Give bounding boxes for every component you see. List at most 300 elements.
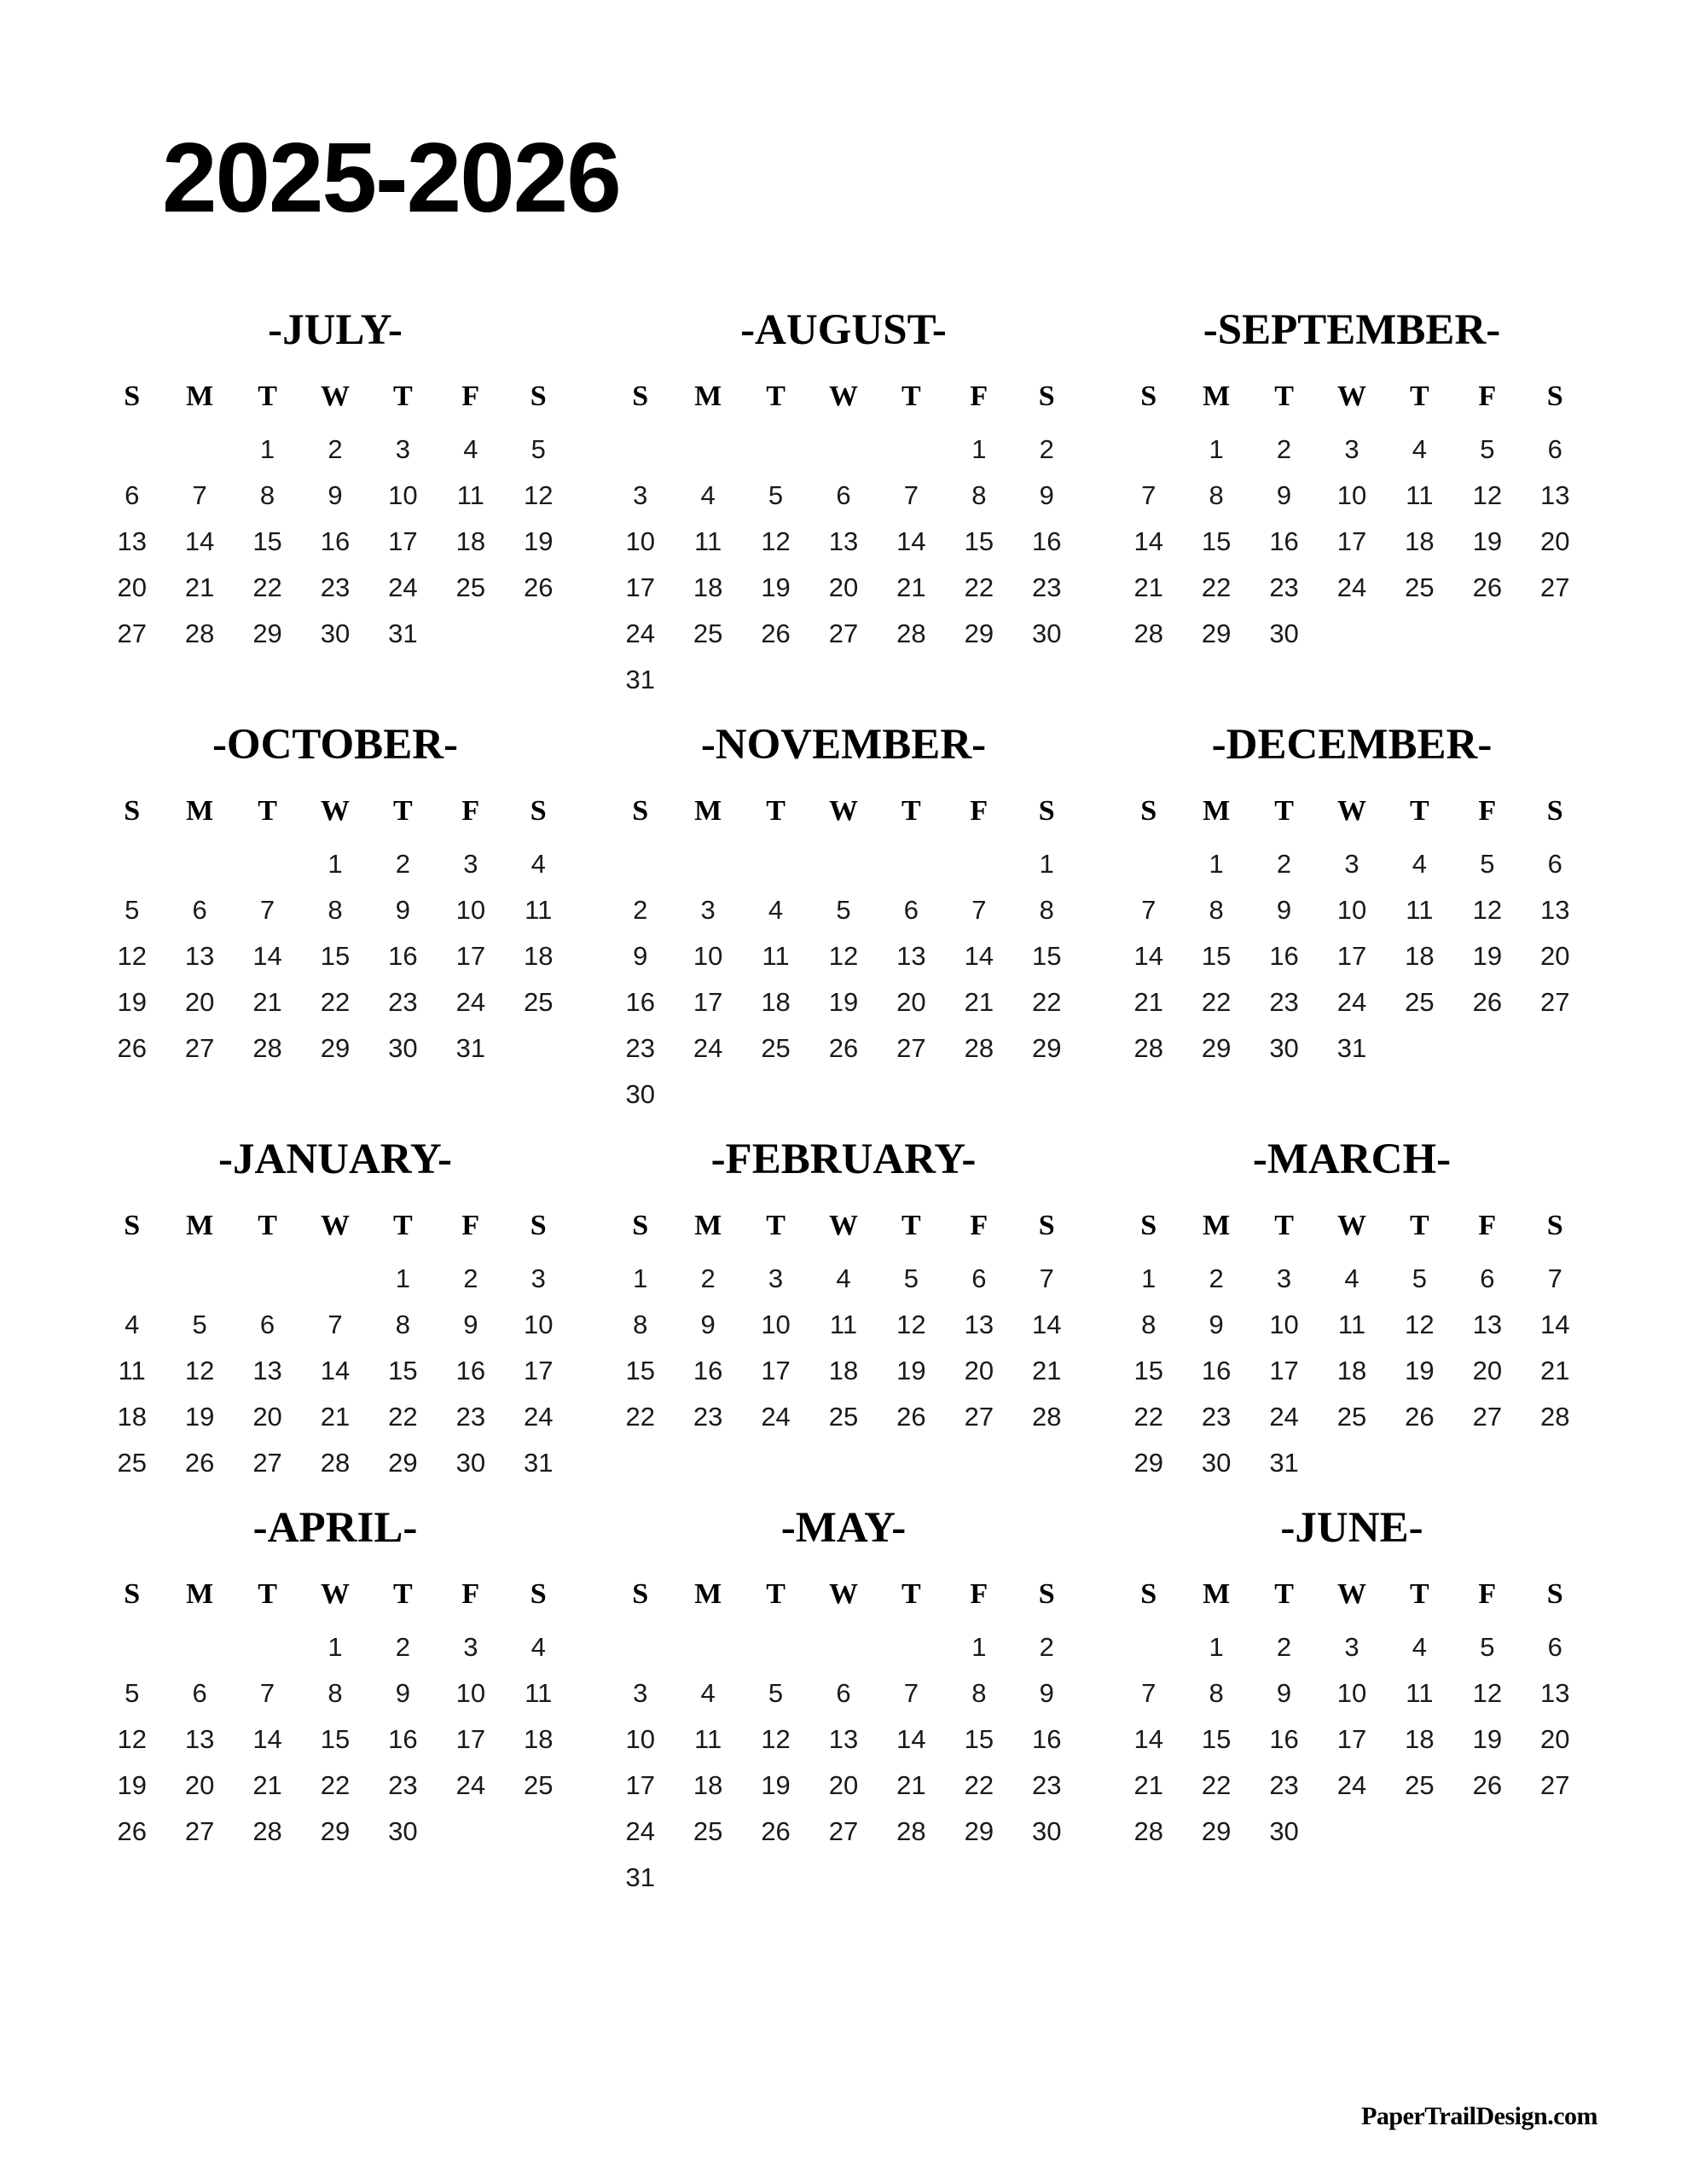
day-cell: 20 xyxy=(252,1402,282,1432)
weekday-header: S xyxy=(124,1578,141,1610)
day-cell: 5 xyxy=(1412,1263,1428,1293)
weekday-header: M xyxy=(1203,1210,1231,1241)
month-table xyxy=(98,1210,572,1486)
week-row xyxy=(98,1302,572,1348)
day-cell: 21 xyxy=(896,1770,926,1800)
day-cell: 19 xyxy=(117,1770,147,1800)
day-cell xyxy=(437,611,504,657)
day-cell: 5 xyxy=(1480,434,1495,464)
day-cell: 21 xyxy=(1133,987,1163,1017)
day-cell: 28 xyxy=(896,619,926,648)
weekday-header: W xyxy=(1336,380,1366,412)
day-cell: 6 xyxy=(192,895,207,925)
day-cell: 24 xyxy=(693,1033,723,1063)
day-cell: 17 xyxy=(761,1356,791,1385)
day-cell: 3 xyxy=(395,434,411,464)
day-cell: 15 xyxy=(625,1356,655,1385)
day-cell: 31 xyxy=(388,619,418,648)
day-cell xyxy=(742,1624,809,1670)
day-cell: 6 xyxy=(192,1678,207,1708)
day-cell xyxy=(878,841,945,887)
day-cell: 30 xyxy=(625,1079,655,1109)
week-row xyxy=(1115,1440,1589,1486)
day-cell xyxy=(742,657,809,703)
day-cell: 20 xyxy=(184,987,215,1017)
day-cell: 2 xyxy=(700,1263,716,1293)
weekday-header-row xyxy=(606,795,1081,841)
month-table xyxy=(1115,1210,1589,1486)
weekday-header-row xyxy=(606,1578,1081,1624)
week-row xyxy=(1115,1256,1589,1302)
day-cell: 12 xyxy=(117,1724,147,1754)
day-cell: 23 xyxy=(388,1770,418,1800)
week-row xyxy=(1115,841,1589,887)
day-cell: 23 xyxy=(1032,572,1062,602)
day-cell: 20 xyxy=(1540,1724,1570,1754)
day-cell: 14 xyxy=(1133,526,1163,556)
day-cell: 22 xyxy=(320,1770,351,1800)
day-cell: 25 xyxy=(455,572,486,602)
week-row xyxy=(606,1670,1081,1716)
day-cell: 12 xyxy=(1472,480,1503,510)
day-cell xyxy=(878,1624,945,1670)
weekday-header: S xyxy=(1140,795,1157,827)
day-cell: 30 xyxy=(1032,1816,1062,1846)
day-cell: 10 xyxy=(455,895,486,925)
day-cell xyxy=(1453,1809,1521,1855)
weekday-header: W xyxy=(320,1578,350,1610)
day-cell: 2 xyxy=(1276,849,1292,879)
day-cell: 1 xyxy=(971,434,987,464)
day-cell: 1 xyxy=(328,1632,343,1662)
day-cell: 22 xyxy=(388,1402,418,1432)
day-cell: 17 xyxy=(693,987,723,1017)
day-cell: 28 xyxy=(184,619,215,648)
weekday-header: F xyxy=(1478,1210,1497,1241)
day-cell: 17 xyxy=(388,526,418,556)
day-cell: 23 xyxy=(1269,987,1299,1017)
weekday-header: W xyxy=(1336,1578,1366,1610)
day-cell: 25 xyxy=(1405,987,1435,1017)
day-cell xyxy=(606,841,674,887)
day-cell xyxy=(674,1072,741,1118)
month-block xyxy=(1098,1503,1606,1901)
day-cell xyxy=(98,1624,165,1670)
day-cell: 28 xyxy=(320,1448,351,1478)
day-cell: 6 xyxy=(125,480,140,510)
day-cell xyxy=(1453,1025,1521,1072)
day-cell: 1 xyxy=(259,434,275,464)
day-cell: 15 xyxy=(1201,1724,1232,1754)
day-cell: 12 xyxy=(524,480,554,510)
day-cell: 14 xyxy=(1032,1310,1062,1339)
day-cell xyxy=(809,1624,877,1670)
day-cell: 23 xyxy=(1269,572,1299,602)
day-cell: 21 xyxy=(1133,1770,1163,1800)
weekday-header: T xyxy=(258,1578,277,1610)
week-row xyxy=(98,611,572,657)
month-block xyxy=(589,305,1098,703)
day-cell: 16 xyxy=(1269,941,1299,971)
day-cell: 28 xyxy=(1133,619,1163,648)
weekday-header: M xyxy=(1203,1578,1231,1610)
day-cell: 30 xyxy=(320,619,351,648)
day-cell: 3 xyxy=(1344,434,1359,464)
day-cell: 4 xyxy=(125,1310,140,1339)
week-row xyxy=(606,979,1081,1025)
weekday-header: T xyxy=(1274,795,1294,827)
day-cell: 4 xyxy=(1412,1632,1428,1662)
weekday-header: F xyxy=(461,795,480,827)
day-cell: 11 xyxy=(762,941,790,971)
day-cell: 15 xyxy=(252,526,282,556)
day-cell: 16 xyxy=(455,1356,486,1385)
day-cell: 9 xyxy=(700,1310,716,1339)
day-cell: 16 xyxy=(693,1356,723,1385)
day-cell: 4 xyxy=(836,1263,851,1293)
day-cell: 3 xyxy=(1344,1632,1359,1662)
day-cell: 8 xyxy=(971,480,987,510)
day-cell: 5 xyxy=(530,434,546,464)
day-cell xyxy=(742,1072,809,1118)
month-name: -MAY- xyxy=(780,1504,907,1552)
day-cell: 12 xyxy=(1405,1310,1435,1339)
day-cell: 6 xyxy=(259,1310,275,1339)
day-cell xyxy=(809,841,877,887)
day-cell: 7 xyxy=(1141,895,1157,925)
week-row xyxy=(1115,1716,1589,1763)
month-table xyxy=(606,380,1081,703)
weekday-header: F xyxy=(970,795,988,827)
day-cell: 10 xyxy=(625,1724,655,1754)
weekday-header: S xyxy=(530,1578,547,1610)
day-cell: 28 xyxy=(1133,1033,1163,1063)
day-cell: 2 xyxy=(395,849,411,879)
day-cell: 8 xyxy=(259,480,275,510)
day-cell xyxy=(809,1855,877,1901)
day-cell: 20 xyxy=(1472,1356,1503,1385)
day-cell xyxy=(742,427,809,473)
day-cell xyxy=(945,1072,1012,1118)
day-cell: 15 xyxy=(320,941,351,971)
week-row xyxy=(1115,979,1589,1025)
day-cell xyxy=(1386,1025,1453,1072)
month-name: -APRIL- xyxy=(252,1504,418,1552)
day-cell: 5 xyxy=(768,1678,784,1708)
day-cell: 23 xyxy=(1269,1770,1299,1800)
day-cell: 19 xyxy=(1472,1724,1503,1754)
day-cell xyxy=(1522,611,1589,657)
day-cell: 9 xyxy=(1276,480,1292,510)
day-cell: 17 xyxy=(1336,1724,1367,1754)
day-cell: 25 xyxy=(828,1402,859,1432)
day-cell: 4 xyxy=(530,849,546,879)
weekday-header: T xyxy=(901,1578,921,1610)
day-cell: 5 xyxy=(125,895,140,925)
day-cell xyxy=(1386,1809,1453,1855)
week-row xyxy=(1115,519,1589,565)
day-cell: 27 xyxy=(117,619,147,648)
day-cell xyxy=(945,841,1012,887)
day-cell: 26 xyxy=(184,1448,215,1478)
day-cell: 15 xyxy=(1201,526,1232,556)
day-cell xyxy=(1115,841,1182,887)
footer-credit: PaperTrailDesign.com xyxy=(1361,2102,1597,2130)
day-cell xyxy=(1013,1072,1081,1118)
week-row xyxy=(98,1716,572,1763)
day-cell xyxy=(606,1624,674,1670)
day-cell: 28 xyxy=(896,1816,926,1846)
day-cell: 14 xyxy=(1540,1310,1570,1339)
day-cell: 27 xyxy=(1540,987,1570,1017)
day-cell: 8 xyxy=(1209,1678,1224,1708)
week-row xyxy=(1115,1394,1589,1440)
day-cell xyxy=(234,1256,301,1302)
day-cell: 27 xyxy=(1472,1402,1503,1432)
day-cell: 22 xyxy=(320,987,351,1017)
day-cell: 29 xyxy=(320,1033,351,1063)
day-cell: 11 xyxy=(694,526,722,556)
day-cell: 27 xyxy=(1540,572,1570,602)
day-cell: 31 xyxy=(455,1033,486,1063)
day-cell: 2 xyxy=(1039,434,1054,464)
weekday-header-row xyxy=(98,380,572,427)
day-cell: 31 xyxy=(625,665,655,694)
day-cell: 22 xyxy=(964,572,994,602)
day-cell xyxy=(809,427,877,473)
day-cell: 22 xyxy=(1201,572,1232,602)
day-cell: 28 xyxy=(252,1816,282,1846)
week-row xyxy=(98,1348,572,1394)
week-row xyxy=(98,473,572,519)
day-cell: 4 xyxy=(1412,434,1428,464)
day-cell: 27 xyxy=(828,1816,859,1846)
day-cell: 27 xyxy=(184,1816,215,1846)
weekday-header: W xyxy=(828,380,858,412)
day-cell: 9 xyxy=(395,895,411,925)
day-cell: 14 xyxy=(320,1356,351,1385)
day-cell: 10 xyxy=(693,941,723,971)
day-cell: 25 xyxy=(1405,572,1435,602)
week-row xyxy=(606,1763,1081,1809)
day-cell: 22 xyxy=(1032,987,1062,1017)
day-cell xyxy=(1013,657,1081,703)
month-name: -NOVEMBER- xyxy=(700,721,987,769)
weekday-header: W xyxy=(828,1578,858,1610)
weekday-header: S xyxy=(632,380,649,412)
weekday-header: S xyxy=(1546,1578,1563,1610)
week-row xyxy=(98,519,572,565)
week-row xyxy=(606,1855,1081,1901)
day-cell: 20 xyxy=(828,572,859,602)
day-cell xyxy=(606,427,674,473)
day-cell xyxy=(674,427,741,473)
day-cell: 22 xyxy=(1133,1402,1163,1432)
day-cell: 11 xyxy=(525,1678,553,1708)
month-table xyxy=(98,795,572,1072)
day-cell: 24 xyxy=(1336,987,1367,1017)
weekday-header: S xyxy=(1546,795,1563,827)
weekday-header: S xyxy=(1546,1210,1563,1241)
week-row xyxy=(1115,1624,1589,1670)
day-cell: 11 xyxy=(1337,1310,1366,1339)
weekday-header-row xyxy=(1115,1210,1589,1256)
day-cell: 13 xyxy=(252,1356,282,1385)
day-cell: 10 xyxy=(455,1678,486,1708)
month-name: -JANUARY- xyxy=(218,1136,452,1183)
day-cell: 9 xyxy=(633,941,648,971)
day-cell: 31 xyxy=(1336,1033,1367,1063)
day-cell: 26 xyxy=(117,1816,147,1846)
weekday-header: W xyxy=(1336,795,1366,827)
day-cell: 1 xyxy=(971,1632,987,1662)
day-cell: 11 xyxy=(829,1310,858,1339)
day-cell: 25 xyxy=(524,987,554,1017)
week-row xyxy=(606,1072,1081,1118)
month-block xyxy=(81,720,589,1118)
week-row xyxy=(1115,1348,1589,1394)
day-cell xyxy=(1013,1855,1081,1901)
day-cell: 25 xyxy=(1405,1770,1435,1800)
day-cell: 5 xyxy=(192,1310,207,1339)
day-cell: 3 xyxy=(1276,1263,1292,1293)
weekday-header: S xyxy=(632,1578,649,1610)
weekday-header: S xyxy=(530,795,547,827)
day-cell: 23 xyxy=(1201,1402,1232,1432)
weekday-header: T xyxy=(1410,1578,1429,1610)
day-cell: 26 xyxy=(761,619,791,648)
day-cell: 15 xyxy=(388,1356,418,1385)
day-cell: 6 xyxy=(1480,1263,1495,1293)
weekday-header: S xyxy=(530,1210,547,1241)
day-cell xyxy=(674,1855,741,1901)
day-cell: 7 xyxy=(328,1310,343,1339)
day-cell: 25 xyxy=(1336,1402,1367,1432)
day-cell: 3 xyxy=(633,1678,648,1708)
day-cell: 26 xyxy=(761,1816,791,1846)
weekday-header: M xyxy=(694,1578,722,1610)
day-cell: 13 xyxy=(1540,480,1570,510)
day-cell: 13 xyxy=(184,941,215,971)
day-cell: 4 xyxy=(700,480,716,510)
day-cell: 14 xyxy=(184,526,215,556)
day-cell: 16 xyxy=(1032,1724,1062,1754)
weekday-header: S xyxy=(632,795,649,827)
day-cell: 16 xyxy=(1269,526,1299,556)
day-cell: 23 xyxy=(625,1033,655,1063)
day-cell: 5 xyxy=(768,480,784,510)
day-cell: 24 xyxy=(625,619,655,648)
day-cell: 2 xyxy=(395,1632,411,1662)
day-cell xyxy=(1522,1809,1589,1855)
day-cell: 8 xyxy=(1209,480,1224,510)
day-cell: 14 xyxy=(896,1724,926,1754)
day-cell xyxy=(742,841,809,887)
day-cell: 29 xyxy=(1201,1816,1232,1846)
day-cell: 21 xyxy=(252,1770,282,1800)
weekday-header-row xyxy=(1115,380,1589,427)
weekday-header: T xyxy=(766,1210,786,1241)
weekday-header: S xyxy=(530,380,547,412)
weekday-header: F xyxy=(1478,380,1497,412)
day-cell xyxy=(1386,1440,1453,1486)
day-cell: 17 xyxy=(1269,1356,1299,1385)
weekday-header: F xyxy=(461,380,480,412)
day-cell: 12 xyxy=(828,941,859,971)
day-cell: 30 xyxy=(455,1448,486,1478)
day-cell: 6 xyxy=(1547,1632,1562,1662)
day-cell: 29 xyxy=(388,1448,418,1478)
day-cell xyxy=(98,841,165,887)
weekday-header-row xyxy=(98,1578,572,1624)
months-grid xyxy=(0,305,1687,1918)
day-cell: 30 xyxy=(1269,1033,1299,1063)
weekday-header: T xyxy=(393,795,413,827)
day-cell: 20 xyxy=(1540,941,1570,971)
week-row xyxy=(98,1025,572,1072)
day-cell: 27 xyxy=(896,1033,926,1063)
day-cell: 30 xyxy=(1269,619,1299,648)
day-cell: 19 xyxy=(1472,526,1503,556)
day-cell: 10 xyxy=(1336,480,1367,510)
day-cell xyxy=(1318,611,1385,657)
day-cell: 18 xyxy=(693,1770,723,1800)
day-cell xyxy=(878,1072,945,1118)
weekday-header-row xyxy=(1115,1578,1589,1624)
weekday-header: T xyxy=(766,1578,786,1610)
day-cell xyxy=(1386,611,1453,657)
week-row xyxy=(1115,1025,1589,1072)
day-cell: 25 xyxy=(761,1033,791,1063)
day-cell: 24 xyxy=(1336,1770,1367,1800)
day-cell: 20 xyxy=(896,987,926,1017)
day-cell: 5 xyxy=(836,895,851,925)
day-cell: 26 xyxy=(896,1402,926,1432)
day-cell: 23 xyxy=(320,572,351,602)
week-row xyxy=(606,1348,1081,1394)
week-row xyxy=(606,473,1081,519)
day-cell: 9 xyxy=(395,1678,411,1708)
day-cell: 29 xyxy=(964,1816,994,1846)
day-cell: 17 xyxy=(1336,941,1367,971)
week-row xyxy=(606,611,1081,657)
week-row xyxy=(1115,1809,1589,1855)
month-table xyxy=(606,1210,1081,1440)
week-row xyxy=(98,565,572,611)
week-row xyxy=(606,1394,1081,1440)
day-cell: 10 xyxy=(1336,1678,1367,1708)
day-cell: 11 xyxy=(456,480,484,510)
day-cell: 16 xyxy=(320,526,351,556)
weekday-header: S xyxy=(124,795,141,827)
day-cell xyxy=(437,1809,504,1855)
day-cell: 17 xyxy=(625,572,655,602)
day-cell: 24 xyxy=(1269,1402,1299,1432)
week-row xyxy=(98,841,572,887)
day-cell: 9 xyxy=(1209,1310,1224,1339)
month-table xyxy=(606,795,1081,1118)
day-cell: 6 xyxy=(836,1678,851,1708)
day-cell: 29 xyxy=(252,619,282,648)
day-cell: 20 xyxy=(1540,526,1570,556)
week-row xyxy=(1115,887,1589,933)
day-cell: 19 xyxy=(184,1402,215,1432)
day-cell: 6 xyxy=(971,1263,987,1293)
day-cell: 2 xyxy=(328,434,343,464)
month-block xyxy=(81,1503,589,1901)
day-cell: 1 xyxy=(395,1263,411,1293)
day-cell: 19 xyxy=(1405,1356,1435,1385)
